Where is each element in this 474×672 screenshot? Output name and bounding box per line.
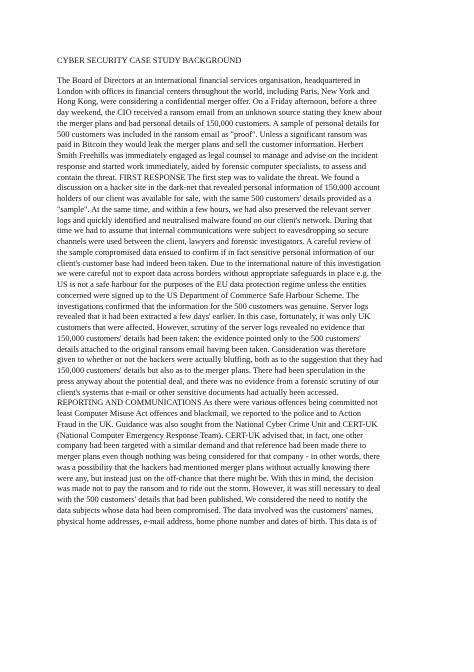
- document-body: [57, 76, 419, 528]
- text-line: Smith Freehills was immediately engaged as legal counsel to manage and advise on the incident: [57, 151, 378, 160]
- text-line: time we had to assume that internal communications were subject to eavesdropping so secure: [57, 226, 369, 236]
- text-line: the merger plans and had personal details of 150,000 customers. A sample of personal details for: [57, 118, 380, 128]
- text-line: company had been targeted with a similar demand and that reference had been made there to: [57, 441, 367, 451]
- text-line: "sample". At the same time, and within a few hours, we had also preserved the relevant server: [57, 204, 371, 214]
- text-line: 150,000 customers' details had been taken: the evidence pointed only to the 500 customers': [57, 333, 361, 343]
- text-line: Hong Kong, were considering a confidential merger offer. On a Friday afternoon, before a three: [57, 97, 377, 107]
- text-line: client's systems that e-mail or other sensitive documents had actually been accessed.: [57, 387, 339, 397]
- text-line: holders of our client was available for sale, with the same 500 customers' details provided as a: [57, 194, 372, 203]
- text-line: 150,000 customers' details but also as to the merger plans. There had been speculation in the: [57, 366, 366, 375]
- text-line: press anyway about the potential deal, and there was no evidence from a forensic scrutiny of our: [57, 376, 379, 386]
- text-line: details attached to the original ransom email having been taken. Consideration was therefore: [57, 344, 366, 354]
- text-line: given to whether or not the hackers were actually bluffing, both as to the suggestion that they had: [57, 355, 383, 365]
- text-line: REPORTING AND COMMUNICATIONS As there were various offences being committed not: [57, 398, 378, 408]
- text-line: revealed that it had been extracted a few days' earlier. In this case, fortunately, it was only UK: [57, 312, 371, 322]
- document-content: [57, 56, 419, 527]
- text-line: response and started work immediately, aided by forensic computer specialists, to assess and: [57, 161, 367, 171]
- text-line: customers that were affected. However, scrutiny of the server logs revealed no evidence that: [57, 323, 365, 332]
- document-title: CYBER SECURITY CASE STUDY BACKGROUND: [57, 56, 242, 65]
- text-line: paid in Bitcoin they would leak the merger plans and sell the customer information. Herbert: [57, 140, 364, 150]
- text-line: logs and quickly identified and neutralised malware found on our client's network. During that: [57, 215, 373, 225]
- text-line: London with offices in financial centers throughout the world, including Paris, New York and: [57, 86, 370, 96]
- text-line: US is not a safe harbour for the purposes of the EU data protection regime unless the entities: [57, 280, 367, 289]
- text-line: client's customer base had indeed been taken. Due to the international nature of this investigation: [57, 258, 381, 268]
- text-line: Fraud in the UK. Guidance was also sought from the National Cyber Crime Unit and CERT-UK: [57, 419, 378, 429]
- text-line: day weekend, the CIO received a ransom email from an unknown source stating they knew about: [57, 108, 382, 117]
- text-line: with the 500 customers' details that had been published. We considered the need to notify the: [57, 495, 368, 504]
- text-line: we were careful not to export data across borders without appropriate safeguards in place e.g. the: [57, 269, 382, 279]
- text-line: 500 customers was included in the ransom email as "proof". Unless a significant ransom was: [57, 129, 368, 139]
- text-line: The Board of Directors at an international financial services organisation, headquartered in: [57, 75, 361, 85]
- text-line: merger plans even though nothing was being considered for that company - in other words, there: [57, 452, 380, 461]
- text-line: the sample compromised data ensued to confirm if in fact sensitive personal information of our: [57, 247, 375, 257]
- text-line: concerned were signed up to the US Department of Commerce Safe Harbour Scheme. The: [57, 290, 359, 300]
- text-line: was made not to pay the ransom and to ride out the storm. However, it was still necessary to deal: [57, 484, 381, 494]
- text-line: investigations confirmed that the information for the 500 customers was genuine. Server logs: [57, 301, 369, 311]
- text-line: were any, but instead just on the off-chance that there might be. With this in mind, the decision: [57, 473, 374, 483]
- text-line: contain the threat. FIRST RESPONSE The first step was to validate the threat. We found a: [57, 172, 360, 182]
- text-line: was a possibility that the hackers had mentioned merger plans without actually knowing there: [57, 462, 370, 472]
- text-line: discussion on a hacker site in the dark-net that revealed personal information of 150,000 account: [57, 183, 380, 193]
- text-line: (National Computer Emergency Response Team). CERT-UK advised that, in fact, one other: [57, 430, 364, 440]
- text-line: channels were used between the client, lawyers and forensic investigators. A careful review of: [57, 237, 371, 246]
- text-line: physical home addresses, e-mail address, home phone number and dates of birth. This data is of: [57, 516, 377, 526]
- text-line: least Computer Misuse Act offences and blackmail, we reported to the police and to Action: [57, 409, 362, 418]
- text-line: data subjects whose data had been compromised. The data involved was the customers' names,: [57, 505, 374, 515]
